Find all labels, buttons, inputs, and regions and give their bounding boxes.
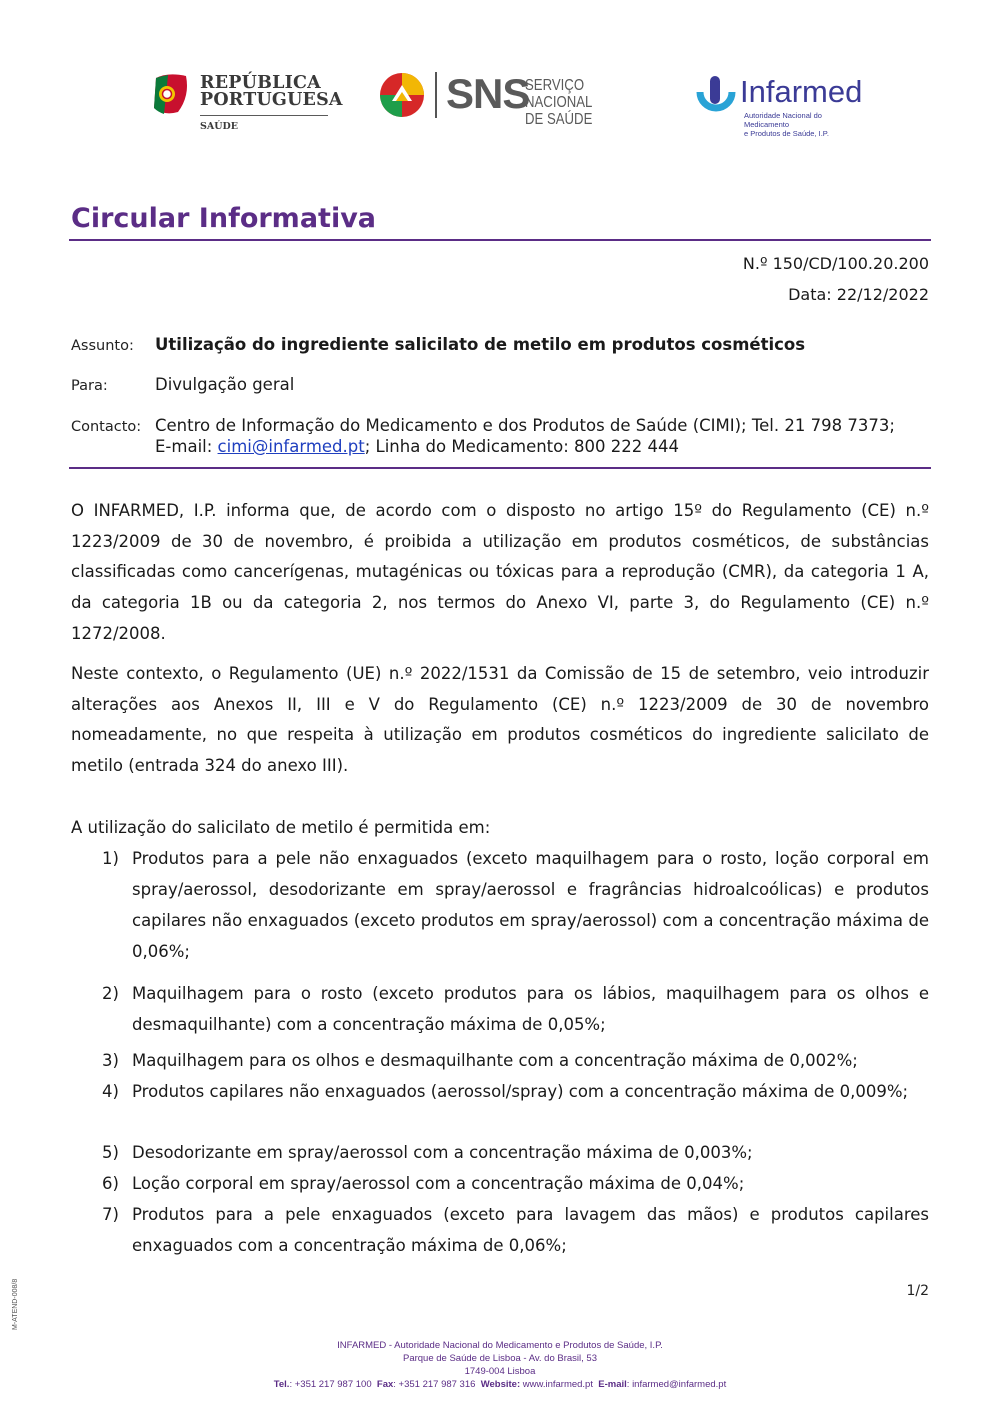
- list-item: [102, 1137, 929, 1168]
- republica-sub: SAÚDE: [200, 121, 238, 132]
- contact-email-link[interactable]: cimi@infarmed.pt: [217, 437, 365, 456]
- sns-logo: [378, 70, 658, 128]
- sns-acronym: SNS: [446, 70, 530, 117]
- list-item-text: Produtos capilares não enxaguados (aerossol/spray) com a concentração máxima de 0,009%;: [132, 1082, 909, 1101]
- sns-divider: [435, 72, 437, 118]
- document-code: M-ATEND-008/8: [12, 1278, 19, 1330]
- contact-label: Contacto:: [71, 419, 142, 435]
- list-item-text: Maquilhagem para o rosto (exceto produtos para os lábios, maquilhagem para os olhos e desmaquilhante) com a concentração máxima de 0,05%;: [132, 984, 929, 1034]
- paragraph-2: Neste contexto, o Regulamento (UE) n.º 2022/1531 da Comissão de 15 de setembro, veio introduzir alterações aos Anexos II, III e V do Regulamento (CE) n.º 1223/2009 de 30 de novembro nomeadamente, no que respeita à utilização em produtos cosméticos do ingrediente salicilato de metilo (entrada 324 do anexo III).: [71, 664, 929, 776]
- list-item-number: 1): [102, 849, 119, 868]
- contact-line2: [155, 437, 679, 456]
- footer-line3: 1749-004 Lisboa: [464, 1366, 536, 1377]
- portugal-flag-icon: [150, 72, 192, 118]
- infarmed-sub2: e Produtos de Saúde, I.P.: [744, 129, 829, 138]
- footer-email-value[interactable]: : infarmed@infarmed.pt: [626, 1379, 727, 1390]
- to-value: Divulgação geral: [155, 375, 295, 394]
- list-item-number: 5): [102, 1143, 119, 1162]
- republica-portuguesa-logo: [150, 70, 343, 136]
- list-item: [102, 1199, 929, 1261]
- list-item: [102, 1076, 929, 1138]
- footer-email-label: E-mail: [598, 1379, 627, 1390]
- list-item: [102, 978, 929, 1040]
- list-item: [102, 1168, 929, 1199]
- footer-line1: INFARMED - Autoridade Nacional do Medicamento e Produtos de Saúde, I.P.: [337, 1340, 663, 1351]
- list-item-number: 2): [102, 984, 119, 1003]
- footer-fax-label: Fax: [376, 1379, 394, 1390]
- list-item-number: 7): [102, 1205, 119, 1224]
- list-item-text: Maquilhagem para os olhos e desmaquilhante com a concentração máxima de 0,002%;: [132, 1051, 858, 1070]
- footer-contacts: [150, 1379, 850, 1390]
- subject-label: Assunto:: [71, 338, 134, 354]
- paragraph-3: A utilização do salicilato de metilo é permitida em:: [71, 818, 491, 837]
- list-item: [102, 1045, 929, 1076]
- footer-web-label: Website:: [480, 1379, 521, 1390]
- footer-tel-label: Tel.: [273, 1379, 290, 1390]
- document-title: Circular Informativa: [71, 203, 377, 234]
- subject-value: Utilização do ingrediente salicilato de metilo em produtos cosméticos: [155, 335, 806, 354]
- circular-date: Data: 22/12/2022: [788, 285, 929, 304]
- contact-line1: Centro de Informação do Medicamento e dos Produtos de Saúde (CIMI); Tel. 21 798 7373;: [155, 416, 895, 435]
- circular-number: N.º 150/CD/100.20.200: [742, 254, 929, 273]
- republica-line2: PORTUGUESA: [200, 90, 343, 110]
- list-item-number: 4): [102, 1082, 119, 1101]
- list-item-number: 6): [102, 1174, 119, 1193]
- to-label: Para:: [71, 378, 108, 394]
- infarmed-sub1: Autoridade Nacional do Medicamento: [744, 111, 822, 129]
- contact-line2-suffix: ; Linha do Medicamento: 800 222 444: [364, 437, 680, 456]
- list-item-number: 3): [102, 1051, 119, 1070]
- contact-email-prefix: E-mail:: [155, 437, 218, 456]
- sns-line2: DE SAÚDE: [525, 111, 593, 128]
- paragraph-1: O INFARMED, I.P. informa que, de acordo com o disposto no artigo 15º do Regulamento (CE) n.º 1223/2009 de 30 de novembro, é proibida a utilização em produtos cosméticos, de substâncias classificadas como cancerígenas, mutagénicas ou tóxicas para a reprodução (CMR), da categoria 1 A, da categoria 1B ou da categoria 2, nos termos do Anexo VI, parte 3, do Regulamento (CE) n.º 1272/2008.: [71, 501, 929, 643]
- republica-line1: REPÚBLICA: [200, 73, 321, 93]
- infarmed-emblem-icon: [694, 74, 738, 120]
- sns-emblem-icon: [378, 71, 426, 119]
- footer-fax-value: : +351 217 987 316: [393, 1379, 476, 1390]
- title-rule: [69, 239, 931, 241]
- list-item-text: Produtos para a pele não enxaguados (exceto maquilhagem para o rosto, loção corporal em spray/aerossol, desodorizante em spray/aerossol e fragrâncias hidroalcoólicas) e produtos capilares não enxaguados (exceto produtos em spray/aerossol) com a concentração máxima de 0,06%;: [132, 849, 929, 961]
- footer-web-value[interactable]: www.infarmed.pt: [520, 1379, 593, 1390]
- header-rule: [69, 467, 931, 469]
- list-item-text: Produtos para a pele enxaguados (exceto para lavagem das mãos) e produtos capilares enxaguados com a concentração máxima de 0,06%;: [132, 1205, 929, 1255]
- footer-line2: Parque de Saúde de Lisboa - Av. do Brasil, 53: [402, 1353, 597, 1364]
- list-item: [102, 843, 929, 967]
- page-number: 1/2: [906, 1283, 929, 1299]
- list-item-text: Desodorizante em spray/aerossol com a concentração máxima de 0,003%;: [132, 1143, 753, 1162]
- infarmed-wordmark: Infarmed: [740, 74, 863, 109]
- sns-line1: SERVIÇO NACIONAL: [525, 77, 593, 111]
- list-item-text: Loção corporal em spray/aerossol com a concentração máxima de 0,04%;: [132, 1174, 745, 1193]
- republica-divider: [200, 115, 328, 116]
- footer-tel-value: : +351 217 987 100: [289, 1379, 372, 1390]
- infarmed-logo: [694, 72, 869, 138]
